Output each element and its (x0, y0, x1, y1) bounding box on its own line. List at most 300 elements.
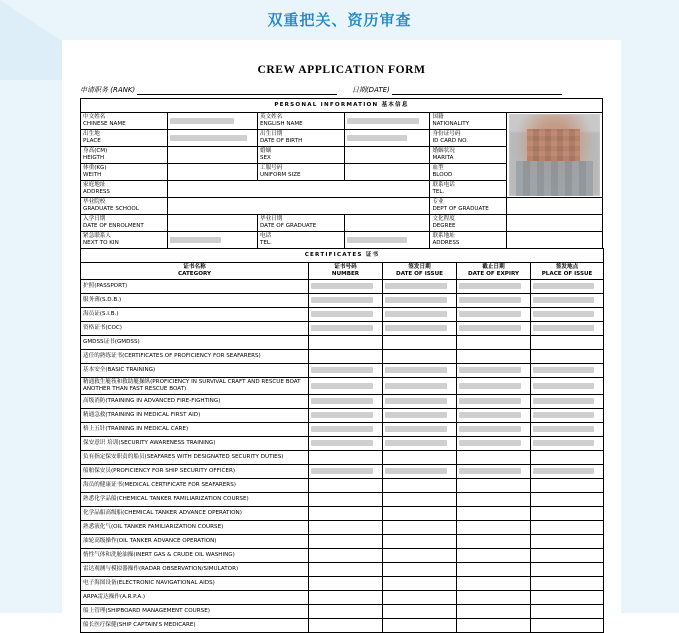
cert-name: 海员证(S.I.B.) (81, 307, 309, 321)
cert-issue-place[interactable] (531, 293, 604, 307)
redacted-value (459, 468, 521, 474)
table-row (81, 562, 604, 576)
page-title: CREW APPLICATION FORM (257, 64, 426, 76)
col-label-cn: 证书名称 (183, 263, 206, 270)
redacted-value (385, 325, 447, 331)
col-label-en: DATE OF ISSUE (396, 270, 443, 277)
value-uniform-size[interactable] (345, 163, 430, 180)
redacted-value (459, 367, 521, 373)
value-home-address[interactable] (168, 180, 430, 197)
bg-band-left (0, 0, 62, 613)
col-category (81, 262, 309, 279)
value-weight[interactable] (168, 163, 258, 180)
cert-issue-place[interactable] (531, 335, 604, 349)
cert-issue-date[interactable] (383, 576, 457, 590)
col-label-en: PLACE OF ISSUE (541, 270, 593, 277)
label-en: GRADUATE SCHOOL (83, 205, 139, 212)
cert-issue-date[interactable] (383, 618, 457, 632)
certificates-section-header-row (81, 248, 604, 262)
label-en: ADDRESS (432, 239, 460, 246)
cert-number[interactable] (309, 408, 383, 422)
cert-issue-date[interactable] (383, 492, 457, 506)
cert-number[interactable] (309, 590, 383, 604)
cert-name: 精通救生艇筏和救助艇操纵(PROFICIENCY IN SURVIVAL CRAFT AND RESCUE BOAT ANOTHER THAN FAST RESCUE BOAT) (81, 377, 309, 394)
table-row (81, 349, 604, 363)
col-date-of-issue (383, 262, 457, 279)
cert-number[interactable] (309, 293, 383, 307)
cert-issue-place[interactable] (531, 506, 604, 520)
cert-number[interactable] (309, 478, 383, 492)
redacted-value (533, 383, 594, 389)
cert-expiry-date[interactable] (457, 293, 531, 307)
redacted-value (533, 426, 594, 432)
label-cn: 身份证号码 (432, 130, 461, 137)
cert-number[interactable] (309, 562, 383, 576)
cert-issue-date[interactable] (383, 363, 457, 377)
redacted-value (311, 426, 373, 432)
cert-expiry-date[interactable] (457, 422, 531, 436)
cert-name: 适任的熟练证书(CERTIFICATES OF PROFICIENCY FOR SEAFARERS) (81, 349, 309, 363)
cert-expiry-date[interactable] (457, 604, 531, 618)
cert-number[interactable] (309, 548, 383, 562)
cert-issue-date[interactable] (383, 506, 457, 520)
cert-name: 化学品船高级船(CHEMICAL TANKER ADVANCE OPERATION) (81, 506, 309, 520)
col-label-en: NUMBER (331, 270, 360, 277)
cert-name: 资格证书(COC) (81, 321, 309, 335)
cert-name: 熟悉液化气(OIL TANKER FAMILIARIZATION COURSE) (81, 520, 309, 534)
redacted-value (170, 118, 233, 124)
redacted-value (385, 283, 447, 289)
label-en: HEIGTH (83, 154, 105, 161)
redacted-value (170, 237, 221, 243)
cert-number[interactable] (309, 307, 383, 321)
label-date-of-enrolment (81, 214, 168, 231)
label-cn: 国籍 (432, 114, 444, 120)
value-date-of-birth[interactable] (345, 129, 430, 146)
cert-expiry-date[interactable] (457, 618, 531, 632)
label-place-of-birth (81, 129, 168, 146)
value-next-to-kin[interactable] (168, 231, 258, 248)
cert-number[interactable] (309, 506, 383, 520)
cert-issue-place[interactable] (531, 363, 604, 377)
label-dept-of-graduate (430, 197, 506, 214)
cert-issue-date[interactable] (383, 307, 457, 321)
table-row (81, 408, 604, 422)
photo-image (509, 114, 600, 196)
table-row (81, 506, 604, 520)
cert-issue-date[interactable] (383, 293, 457, 307)
cert-issue-place[interactable] (531, 492, 604, 506)
table-row (81, 534, 604, 548)
value-place-of-birth[interactable] (168, 129, 258, 146)
certificates-header-row (81, 262, 604, 279)
table-row (81, 618, 604, 632)
label-en: NEXT TO KIN (83, 239, 119, 246)
label-cn: 体重(KG) (83, 164, 107, 171)
table-row (81, 436, 604, 450)
redacted-value (347, 135, 407, 141)
redacted-value (311, 283, 373, 289)
cert-number[interactable] (309, 464, 383, 478)
value-degree[interactable] (506, 214, 602, 231)
personal-section-header-row (81, 99, 603, 113)
cert-number[interactable] (309, 363, 383, 377)
cert-expiry-date[interactable] (457, 506, 531, 520)
personal-information-table (80, 98, 603, 249)
label-cn: 出生地 (83, 130, 100, 137)
label-kin-address (430, 231, 506, 248)
label-cn: 联系地址 (432, 232, 455, 239)
redacted-value (459, 440, 521, 446)
label-en: DATE OF ENROLMENT (83, 222, 144, 229)
label-nationality (430, 113, 506, 130)
cert-name: 负有指定保安职责的船员(SEAFARES WITH DESIGNATED SECURITY DUTIES) (81, 450, 309, 464)
cert-expiry-date[interactable] (457, 478, 531, 492)
redacted-value (533, 468, 594, 474)
cert-issue-place[interactable] (531, 408, 604, 422)
cert-number[interactable] (309, 349, 383, 363)
redacted-value (533, 311, 594, 317)
cert-issue-date[interactable] (383, 436, 457, 450)
label-cn: 工服号码 (259, 164, 283, 171)
form-sheet (62, 40, 621, 628)
rank-input[interactable] (137, 86, 337, 95)
cert-issue-date[interactable] (383, 422, 457, 436)
cert-name: 雷达观测与模拟器操作(RADAR OBSERVATION/SIMULATOR) (81, 562, 309, 576)
cert-issue-date[interactable] (383, 478, 457, 492)
rank-field[interactable] (80, 85, 352, 95)
label-uniform-size (257, 163, 344, 180)
label-en: CHINESE NAME (83, 120, 126, 127)
cert-number[interactable] (309, 321, 383, 335)
cert-expiry-date[interactable] (457, 590, 531, 604)
label-cn: 毕业院校 (83, 198, 106, 205)
table-row (81, 197, 603, 214)
value-graduate-school[interactable] (168, 197, 430, 214)
col-date-of-expiry (457, 262, 531, 279)
value-kin-address[interactable] (506, 231, 602, 248)
label-blood-type (430, 163, 506, 180)
label-weight (81, 163, 168, 180)
redacted-value (385, 426, 447, 432)
table-row (81, 492, 604, 506)
cert-expiry-date[interactable] (457, 349, 531, 363)
redacted-value (533, 325, 594, 331)
redacted-value (459, 311, 521, 317)
label-en: TEL. (259, 239, 272, 246)
label-cn: 家庭地址 (83, 181, 106, 188)
redacted-value (311, 440, 373, 446)
label-cn: 入学日期 (83, 215, 106, 222)
label-cn: 婚姻 (259, 147, 272, 154)
label-cn: 血型 (432, 164, 444, 171)
label-cn: 出生日期 (259, 130, 283, 137)
cert-expiry-date[interactable] (457, 377, 531, 394)
table-row (81, 394, 604, 408)
redacted-value (385, 440, 447, 446)
cert-issue-date[interactable] (383, 548, 457, 562)
redacted-value (311, 311, 373, 317)
redacted-value (311, 398, 373, 404)
label-chinese-name (81, 113, 168, 130)
redacted-value (311, 468, 373, 474)
cert-issue-place[interactable] (531, 618, 604, 632)
cert-expiry-date[interactable] (457, 562, 531, 576)
label-telephone (430, 180, 506, 197)
redacted-value (459, 325, 521, 331)
cert-issue-date[interactable] (383, 520, 457, 534)
label-home-address (81, 180, 168, 197)
cert-expiry-date[interactable] (457, 450, 531, 464)
value-kin-telephone[interactable] (345, 231, 430, 248)
cert-name: 基本安全(BASIC TRAINING) (81, 363, 309, 377)
cert-issue-place[interactable] (531, 450, 604, 464)
value-date-of-enrolment[interactable] (168, 214, 258, 231)
bg-band-right (621, 0, 679, 613)
cert-issue-place[interactable] (531, 377, 604, 394)
cert-name: 海员的健康证书(MEDICAL CERTIFICATE FOR SEAFARERS) (81, 478, 309, 492)
cert-expiry-date[interactable] (457, 436, 531, 450)
value-date-of-graduate[interactable] (345, 214, 430, 231)
label-en: UNIFORM SIZE (259, 171, 301, 178)
label-kin-telephone (257, 231, 344, 248)
cert-issue-place[interactable] (531, 422, 604, 436)
cert-name: 电子海图设备(ELECTRONIC NAVIGATIONAL AIDS) (81, 576, 309, 590)
cert-number[interactable] (309, 492, 383, 506)
cert-name: 惰性气体和洗舱油操(INERT GAS & CRUDE OIL WASHING) (81, 548, 309, 562)
cert-issue-place[interactable] (531, 464, 604, 478)
cert-number[interactable] (309, 534, 383, 548)
cert-issue-place[interactable] (531, 349, 604, 363)
label-en: DEGREE (432, 222, 456, 229)
label-next-to-kin (81, 231, 168, 248)
cert-issue-place[interactable] (531, 478, 604, 492)
table-row (81, 214, 603, 231)
cert-issue-place[interactable] (531, 562, 604, 576)
cert-expiry-date[interactable] (457, 335, 531, 349)
cert-number[interactable] (309, 377, 383, 394)
cert-issue-date[interactable] (383, 604, 457, 618)
redacted-value (385, 383, 447, 389)
table-row (81, 321, 604, 335)
table-row (81, 520, 604, 534)
label-english-name (257, 113, 344, 130)
redacted-value (533, 297, 594, 303)
label-cn: 婚姻状况 (432, 147, 455, 154)
table-row (81, 231, 603, 248)
date-input[interactable] (392, 86, 562, 95)
cert-number[interactable] (309, 618, 383, 632)
label-cn: 文化程度 (432, 215, 455, 222)
cert-number[interactable] (309, 279, 383, 293)
cert-issue-place[interactable] (531, 590, 604, 604)
label-cn: 紧急联系人 (83, 232, 111, 239)
redacted-value (311, 367, 373, 373)
cert-number[interactable] (309, 520, 383, 534)
cert-issue-place[interactable] (531, 548, 604, 562)
table-row (81, 377, 604, 394)
table-row (81, 548, 604, 562)
label-en: ID CARD NO. (432, 137, 469, 144)
cert-issue-place[interactable] (531, 534, 604, 548)
table-row (81, 422, 604, 436)
table-row (81, 113, 603, 130)
label-en: BLOOD (432, 171, 453, 178)
redacted-value (459, 412, 521, 418)
cert-expiry-date[interactable] (457, 307, 531, 321)
redacted-value (459, 426, 521, 432)
table-row (81, 590, 604, 604)
redacted-value (459, 283, 521, 289)
cert-issue-date[interactable] (383, 377, 457, 394)
label-en: ENGLISH NAME (259, 120, 303, 127)
table-row (81, 450, 604, 464)
redacted-value (459, 383, 521, 389)
cert-issue-date[interactable] (383, 464, 457, 478)
redacted-value (311, 325, 373, 331)
value-sex[interactable] (345, 146, 430, 163)
label-en: DATE OF GRADUATE (259, 222, 317, 229)
redacted-value (385, 398, 447, 404)
cert-issue-date[interactable] (383, 335, 457, 349)
col-number (309, 262, 383, 279)
cert-number[interactable] (309, 335, 383, 349)
col-label-en: DATE OF EXPIRY (467, 270, 519, 277)
redacted-value (385, 468, 447, 474)
label-id-card-no (430, 129, 506, 146)
value-height[interactable] (168, 146, 258, 163)
cert-issue-date[interactable] (383, 394, 457, 408)
label-cn: 中文姓名 (83, 114, 106, 120)
col-label-cn: 截止日期 (482, 263, 505, 270)
cert-expiry-date[interactable] (457, 576, 531, 590)
cert-expiry-date[interactable] (457, 394, 531, 408)
form-meta-row (80, 85, 603, 95)
label-cn: 专业 (432, 198, 444, 205)
redacted-value (385, 412, 447, 418)
value-english-name[interactable] (345, 113, 430, 130)
redacted-value (459, 297, 521, 303)
cert-issue-place[interactable] (531, 604, 604, 618)
label-en: NATIONALITY (432, 120, 470, 127)
cert-number[interactable] (309, 604, 383, 618)
cert-issue-date[interactable] (383, 450, 457, 464)
cert-issue-date[interactable] (383, 408, 457, 422)
value-dept-of-graduate[interactable] (506, 197, 602, 214)
redacted-value (533, 283, 594, 289)
redacted-value (311, 297, 373, 303)
label-degree (430, 214, 506, 231)
applicant-photo (506, 113, 602, 198)
cert-name: 船上管理(SHIPBOARD MANAGEMENT COURSE) (81, 604, 309, 618)
redacted-value (170, 135, 246, 141)
cert-expiry-date[interactable] (457, 534, 531, 548)
col-label-en: CATEGORY (177, 270, 212, 277)
redacted-value (347, 237, 407, 243)
cert-expiry-date[interactable] (457, 279, 531, 293)
photo-body (516, 161, 593, 195)
cert-expiry-date[interactable] (457, 464, 531, 478)
label-en: ADDRESS (83, 188, 110, 195)
redacted-value (385, 367, 447, 373)
label-en: PLACE (83, 137, 101, 144)
cert-issue-date[interactable] (383, 534, 457, 548)
rank-label: 申请职务 (RANK) (80, 86, 136, 94)
col-label-cn: 证书号码 (334, 263, 357, 270)
page-banner: 双重把关、资历审查 (267, 11, 412, 29)
cert-name: 船舶保安员(PROFICIENCY FOR SHIP SECURITY OFFICER) (81, 464, 309, 478)
redacted-value (385, 297, 447, 303)
cert-issue-place[interactable] (531, 394, 604, 408)
cert-name: 熟悉化学品船(CHEMICAL TANKER FAMILIARIZATION COURSE) (81, 492, 309, 506)
cert-issue-place[interactable] (531, 520, 604, 534)
cert-issue-date[interactable] (383, 349, 457, 363)
cert-expiry-date[interactable] (457, 363, 531, 377)
label-marital-status (430, 146, 506, 163)
label-en: SEX (259, 154, 271, 161)
redacted-value (459, 398, 521, 404)
table-row (81, 576, 604, 590)
cert-name: GMDSS证书(GMDSS) (81, 335, 309, 349)
value-chinese-name[interactable] (168, 113, 258, 130)
cert-issue-place[interactable] (531, 436, 604, 450)
cert-issue-date[interactable] (383, 279, 457, 293)
photo-face-pixelated (527, 129, 580, 162)
cert-name: 船长医疗保健(SHIP CAPTAIN'S MEDICARE) (81, 618, 309, 632)
cert-issue-place[interactable] (531, 576, 604, 590)
cert-expiry-date[interactable] (457, 548, 531, 562)
cert-issue-date[interactable] (383, 562, 457, 576)
certificates-table (80, 248, 604, 633)
label-cn: 英文姓名 (259, 114, 283, 120)
date-field[interactable] (352, 85, 603, 95)
label-en: WEITH (83, 171, 102, 178)
cert-expiry-date[interactable] (457, 408, 531, 422)
cert-name: 油轮高级操作(OIL TANKER ADVANCE OPERATION) (81, 534, 309, 548)
redacted-value (533, 367, 594, 373)
redacted-value (347, 118, 419, 124)
cert-number[interactable] (309, 422, 383, 436)
cert-issue-date[interactable] (383, 590, 457, 604)
cert-number[interactable] (309, 576, 383, 590)
table-row (81, 335, 604, 349)
label-cn: 身高(CM) (83, 147, 108, 154)
cert-number[interactable] (309, 436, 383, 450)
cert-issue-date[interactable] (383, 321, 457, 335)
label-en: DATE OF BIRTH (259, 137, 303, 144)
label-graduate-school (81, 197, 168, 214)
cert-number[interactable] (309, 450, 383, 464)
table-row (81, 464, 604, 478)
redacted-value (311, 412, 373, 418)
cert-issue-place[interactable] (531, 321, 604, 335)
cert-expiry-date[interactable] (457, 321, 531, 335)
cert-expiry-date[interactable] (457, 492, 531, 506)
cert-issue-place[interactable] (531, 307, 604, 321)
label-cn: 毕业日期 (259, 215, 283, 222)
cert-issue-place[interactable] (531, 279, 604, 293)
date-label: 日期(DATE) (351, 86, 390, 94)
label-en: TEL. (432, 188, 445, 195)
table-row (81, 279, 604, 293)
certificates-section-title: CERTIFICATES 证书 (81, 248, 604, 262)
label-sex (257, 146, 344, 163)
redacted-value (533, 440, 594, 446)
cert-number[interactable] (309, 394, 383, 408)
cert-expiry-date[interactable] (457, 520, 531, 534)
cert-name: 精通急救(TRAINING IN MEDICAL FIRST AID) (81, 408, 309, 422)
label-en: DEPT OF GRADUATE (432, 205, 489, 212)
